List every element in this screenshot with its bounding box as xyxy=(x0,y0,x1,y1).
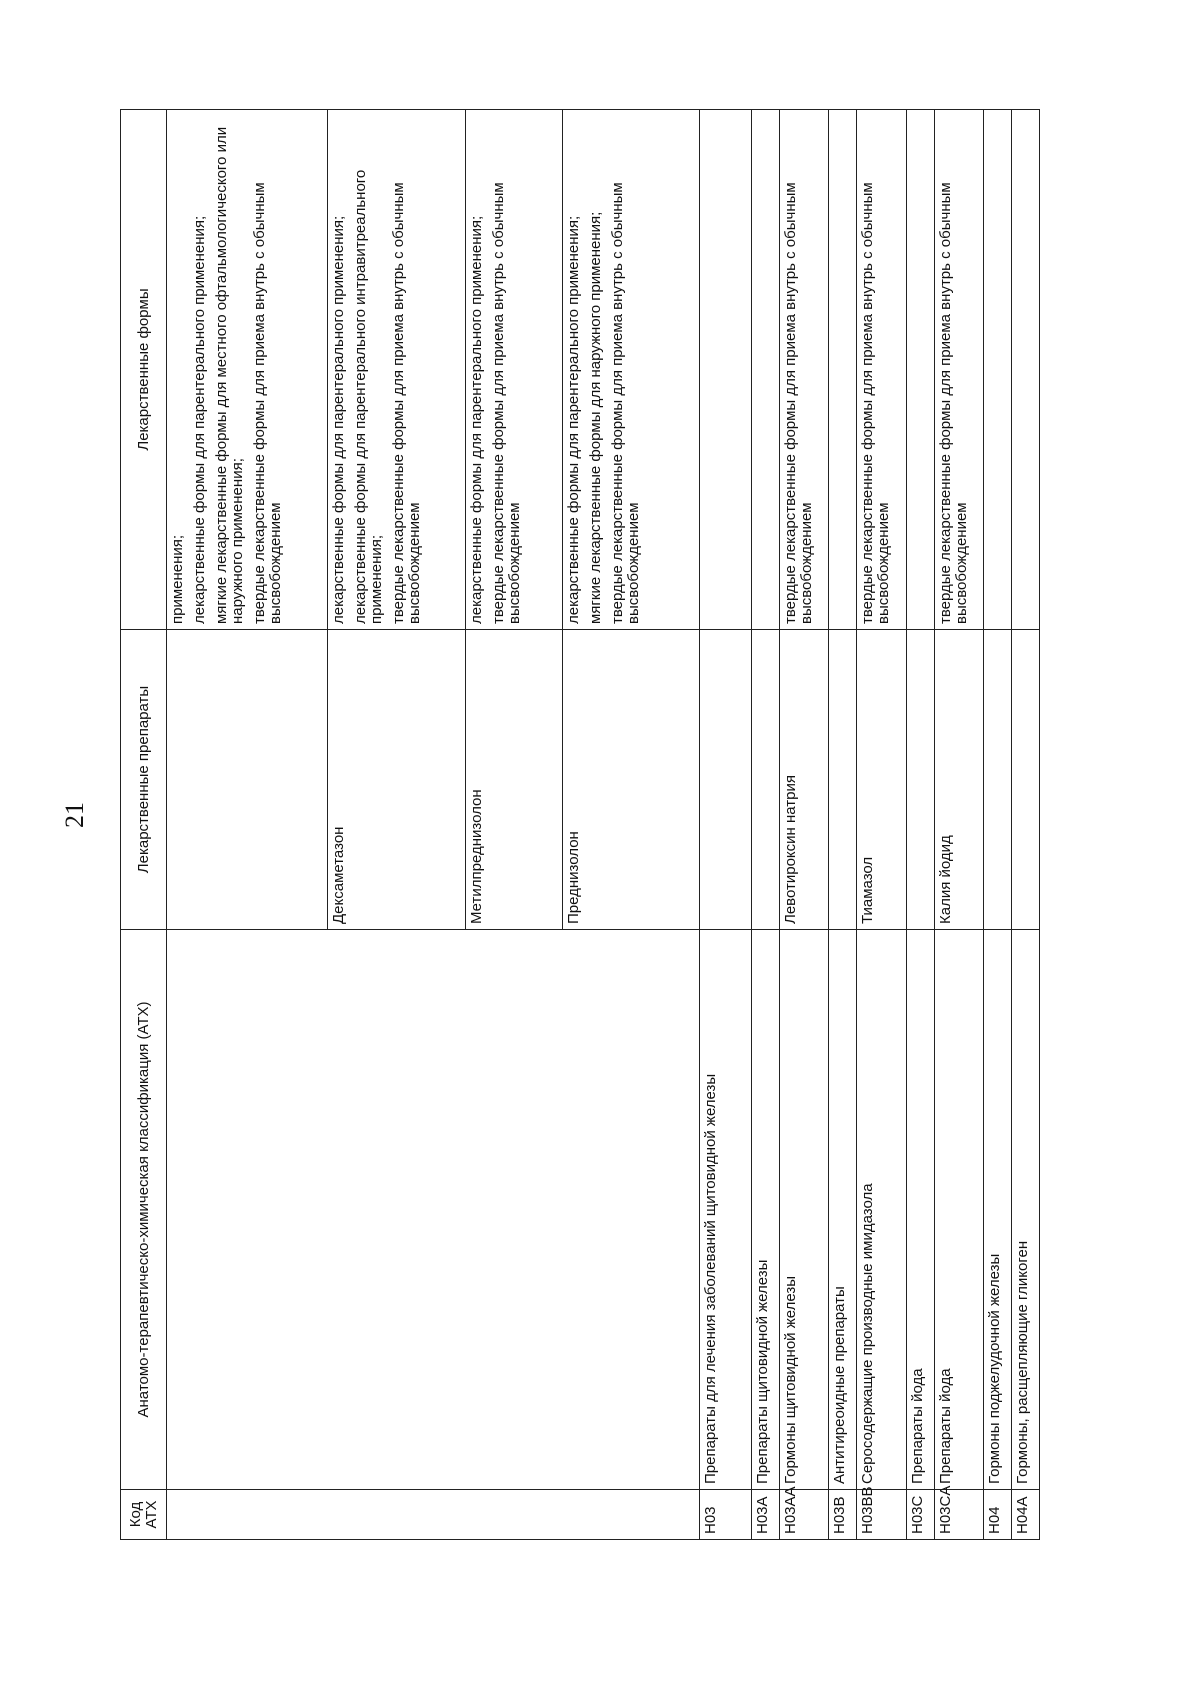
form-line: лекарственные формы для парентерального применения; xyxy=(191,215,208,624)
drug-cell: Калия йодид xyxy=(934,630,983,930)
drug-cell: Левотироксин натрия xyxy=(779,630,828,930)
table-row xyxy=(829,110,857,1540)
code-cell: H03A xyxy=(751,1490,779,1540)
table-row xyxy=(779,110,828,1540)
table-row xyxy=(751,110,779,1540)
table-row xyxy=(328,110,466,1540)
form-line: лекарственные формы для парентерального интравитреального применения; xyxy=(352,169,386,624)
drug-cell xyxy=(829,630,857,930)
forms-cell xyxy=(167,110,328,630)
form-line: твердые лекарственные формы для приема внутрь с обычным высвобождением xyxy=(251,182,284,624)
code-cell: H03CA xyxy=(934,1490,983,1540)
code-cell xyxy=(328,1490,466,1540)
class-cell: Препараты для лечения заболеваний щитовидной железы xyxy=(700,930,752,1490)
forms-cell xyxy=(562,110,700,630)
code-cell: H04A xyxy=(1012,1490,1040,1540)
form-line: мягкие лекарственные формы для наружного применения; xyxy=(586,211,604,624)
form-line: твердые лекарственные формы для приема внутрь с обычным высвобождением xyxy=(390,182,424,624)
atc-table xyxy=(120,109,1040,1540)
code-cell: H03B xyxy=(829,1490,857,1540)
class-cell: Гормоны, расщепляющие гликоген xyxy=(1012,930,1040,1490)
class-cell: Антитиреоидные препараты xyxy=(829,930,857,1490)
header-code: Код АТХ xyxy=(121,1490,167,1540)
forms-cell xyxy=(984,110,1012,630)
class-cell xyxy=(562,930,700,1490)
form-line: мягкие лекарственные формы для местного офтальмологического или наружного применения; xyxy=(213,126,246,624)
header-forms: Лекарственные формы xyxy=(121,110,167,630)
forms-cell xyxy=(751,110,779,630)
form-line: лекарственные формы для парентерального применения; xyxy=(467,215,485,624)
form-line: лекарственные формы для парентерального применения; xyxy=(330,215,348,624)
header-class: Анатомо-терапевтическо-химическая классификация (АТХ) xyxy=(121,930,167,1490)
table-header-row xyxy=(121,110,167,1540)
class-cell: Гормоны поджелудочной железы xyxy=(984,930,1012,1490)
class-cell: Гормоны щитовидной железы xyxy=(779,930,828,1490)
class-cell: Препараты щитовидной железы xyxy=(751,930,779,1490)
table-row xyxy=(984,110,1012,1540)
drug-cell xyxy=(751,630,779,930)
drug-cell: Дексаметазон xyxy=(328,630,466,930)
drug-cell: Преднизолон xyxy=(562,630,700,930)
class-cell xyxy=(465,930,562,1490)
form-line: твердые лекарственные формы для приема внутрь с обычным высвобождением xyxy=(489,182,523,624)
forms-cell xyxy=(1012,110,1040,630)
code-cell: H04 xyxy=(984,1490,1012,1540)
code-cell: H03AA xyxy=(779,1490,828,1540)
form-line: твердые лекарственные формы для приема внутрь с обычным высвобождением xyxy=(781,182,815,624)
form-line: твердые лекарственные формы для приема внутрь с обычным высвобождением xyxy=(859,182,893,624)
drug-cell xyxy=(1012,630,1040,930)
forms-cell xyxy=(779,110,828,630)
forms-cell xyxy=(465,110,562,630)
drug-cell xyxy=(906,630,934,930)
drug-cell xyxy=(984,630,1012,930)
form-line: лекарственные формы для парентерального применения; xyxy=(564,215,582,624)
code-cell: H03C xyxy=(906,1490,934,1540)
forms-cell xyxy=(934,110,983,630)
code-cell xyxy=(562,1490,700,1540)
table-row xyxy=(857,110,906,1540)
class-cell xyxy=(328,930,466,1490)
page-number: 21 xyxy=(60,802,89,828)
drug-cell: Метилпреднизолон xyxy=(465,630,562,930)
code-cell xyxy=(465,1490,562,1540)
forms-cell xyxy=(829,110,857,630)
code-cell: H03 xyxy=(700,1490,752,1540)
class-cell xyxy=(167,930,328,1490)
rotated-table-wrapper xyxy=(120,110,1040,1540)
table-row xyxy=(562,110,700,1540)
code-cell xyxy=(167,1490,328,1540)
drug-cell xyxy=(700,630,752,930)
header-drugs: Лекарственные препараты xyxy=(121,630,167,930)
table-row xyxy=(906,110,934,1540)
table-row xyxy=(1012,110,1040,1540)
class-cell: Препараты йода xyxy=(906,930,934,1490)
code-cell: H03BB xyxy=(857,1490,906,1540)
table-row xyxy=(465,110,562,1540)
table-row xyxy=(934,110,983,1540)
form-line: твердые лекарственные формы для приема внутрь с обычным высвобождением xyxy=(936,182,970,624)
class-cell: Препараты йода xyxy=(934,930,983,1490)
class-cell: Серосодержащие производные имидазола xyxy=(857,930,906,1490)
forms-cell xyxy=(906,110,934,630)
drug-cell: Тиамазол xyxy=(857,630,906,930)
form-line: применения; xyxy=(169,534,186,624)
table-row xyxy=(167,110,328,1540)
drug-cell xyxy=(167,630,328,930)
forms-cell xyxy=(700,110,752,630)
form-line: твердые лекарственные формы для приема внутрь с обычным высвобождением xyxy=(608,182,642,624)
table-row xyxy=(700,110,752,1540)
forms-cell xyxy=(328,110,466,630)
forms-cell xyxy=(857,110,906,630)
